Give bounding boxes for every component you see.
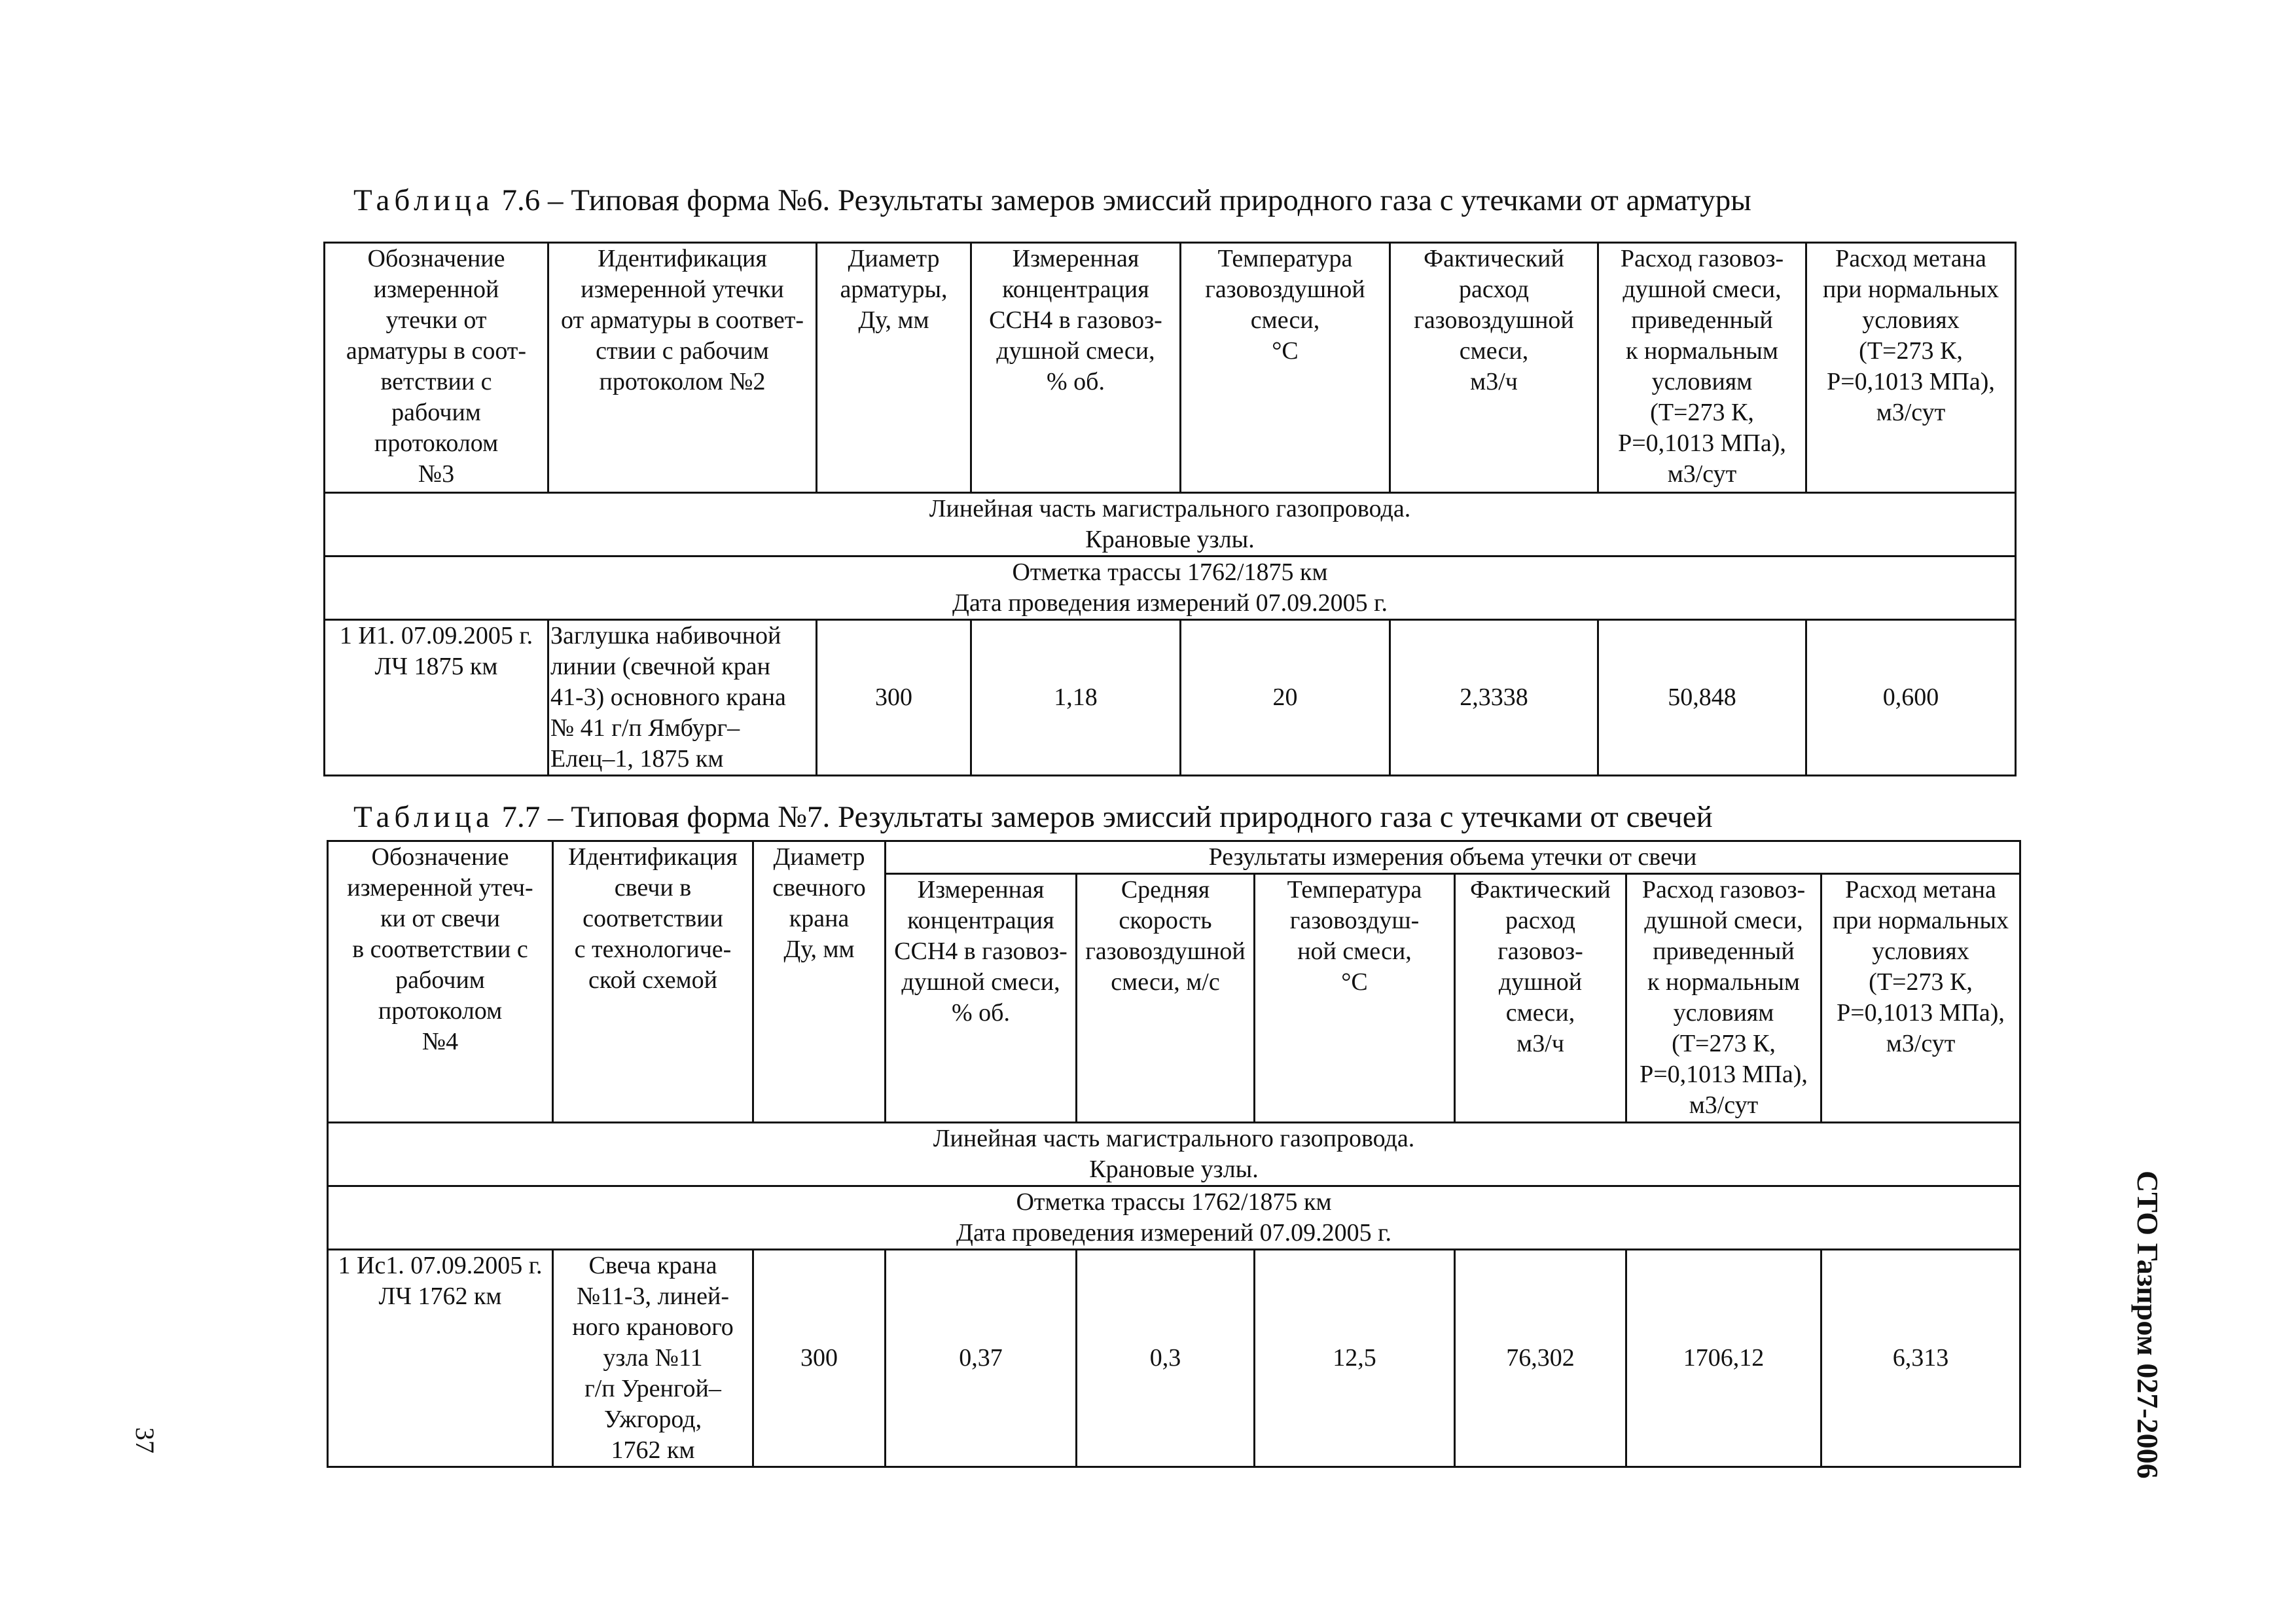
header-group-results: Результаты измерения объема утечки от свечи — [886, 841, 2020, 874]
cell-actual-flow: 76,302 — [1455, 1250, 1626, 1467]
header-designation: Обозначение измеренной утечки от арматуры в соот- ветствии с рабочим протоколом №3 — [325, 243, 548, 493]
table-7-7-caption — [353, 802, 1713, 833]
cell-id: 1 Ис1. 07.09.2005 г. ЛЧ 1762 км — [328, 1250, 553, 1467]
section-route-mark: Отметка трассы 1762/1875 км Дата проведения измерений 07.09.2005 г. — [328, 1186, 2020, 1250]
section-linear-part: Линейная часть магистрального газопровода. Крановые узлы. — [325, 493, 2016, 556]
section-linear-part: Линейная часть магистрального газопровода. Крановые узлы. — [328, 1123, 2020, 1186]
document-code-label: СТО Газпром 027-2006 — [2131, 1171, 2164, 1479]
header-mix-flow: Расход газовоз- душной смеси, приведенный к нормальным условиям (Т=273 К, Р=0,1013 МПа), м3/сут — [1626, 874, 1821, 1123]
header-identification: Идентификация свечи в соответствии с технологиче- ской схемой — [553, 841, 753, 1123]
header-concentration: Измеренная концентрация ССН4 в газовоз- душной смеси, % об. — [971, 243, 1181, 493]
header-concentration: Измеренная концентрация ССН4 в газовоз- душной смеси, % об. — [886, 874, 1077, 1123]
header-temperature: Температура газовоздуш- ной смеси, °С — [1255, 874, 1455, 1123]
cell-methane-flow: 0,600 — [1806, 620, 2016, 776]
cell-temperature: 12,5 — [1255, 1250, 1455, 1467]
cell-actual-flow: 2,3338 — [1390, 620, 1598, 776]
cell-methane-flow: 6,313 — [1821, 1250, 2020, 1467]
table-7-7 — [327, 840, 2021, 1468]
cell-identification: Свеча крана №11-3, линей- ного кранового узла №11 г/п Уренгой– Ужгород, 1762 км — [553, 1250, 753, 1467]
cell-mix-flow: 1706,12 — [1626, 1250, 1821, 1467]
header-temperature: Температура газовоздушной смеси, °С — [1181, 243, 1390, 493]
header-methane-flow: Расход метана при нормальных условиях (Т=273 К, Р=0,1013 МПа), м3/сут — [1806, 243, 2016, 493]
table-row — [328, 1250, 2020, 1467]
table-7-6-header-row — [325, 243, 2016, 493]
cell-mix-flow: 50,848 — [1598, 620, 1806, 776]
page-number: 37 — [130, 1427, 160, 1453]
table-7-6-caption-label: Таблица — [353, 183, 494, 217]
cell-temperature: 20 — [1181, 620, 1390, 776]
cell-diameter: 300 — [753, 1250, 886, 1467]
header-designation: Обозначение измеренной утеч- ки от свечи в соответствии с рабочим протоколом №4 — [328, 841, 553, 1123]
header-actual-flow: Фактический расход газовоздушной смеси, м3/ч — [1390, 243, 1598, 493]
table-7-7-caption-text: 7.7 – Типовая форма №7. Результаты замеров эмиссий природного газа с утечками от свечей — [493, 800, 1713, 834]
table-7-6-caption — [353, 185, 1751, 216]
header-diameter: Диаметр свечного крана Ду, мм — [753, 841, 886, 1123]
cell-identification: Заглушка набивочной линии (свечной кран 41-3) основного крана № 41 г/п Ямбург– Елец–1, 1875 км — [548, 620, 817, 776]
header-methane-flow: Расход метана при нормальных условиях (Т=273 К, Р=0,1013 МПа), м3/сут — [1821, 874, 2020, 1123]
cell-velocity: 0,3 — [1077, 1250, 1255, 1467]
header-diameter: Диаметр арматуры, Ду, мм — [817, 243, 971, 493]
header-velocity: Средняя скорость газовоздушной смеси, м/с — [1077, 874, 1255, 1123]
table-7-6-caption-text: 7.6 – Типовая форма №6. Результаты замеров эмиссий природного газа с утечками от арматуры — [493, 183, 1751, 217]
table-row — [325, 620, 2016, 776]
cell-diameter: 300 — [817, 620, 971, 776]
cell-id: 1 И1. 07.09.2005 г. ЛЧ 1875 км — [325, 620, 548, 776]
section-route-mark: Отметка трассы 1762/1875 км Дата проведения измерений 07.09.2005 г. — [325, 556, 2016, 620]
table-7-7-caption-label: Таблица — [353, 800, 494, 834]
header-actual-flow: Фактический расход газовоз- душной смеси, м3/ч — [1455, 874, 1626, 1123]
cell-concentration: 0,37 — [886, 1250, 1077, 1467]
table-7-6 — [323, 242, 2017, 776]
cell-concentration: 1,18 — [971, 620, 1181, 776]
header-mix-flow: Расход газовоз- душной смеси, приведенный к нормальным условиям (Т=273 К, Р=0,1013 МПа), м3/сут — [1598, 243, 1806, 493]
header-identification: Идентификация измеренной утечки от арматуры в соответ- ствии с рабочим протоколом №2 — [548, 243, 817, 493]
